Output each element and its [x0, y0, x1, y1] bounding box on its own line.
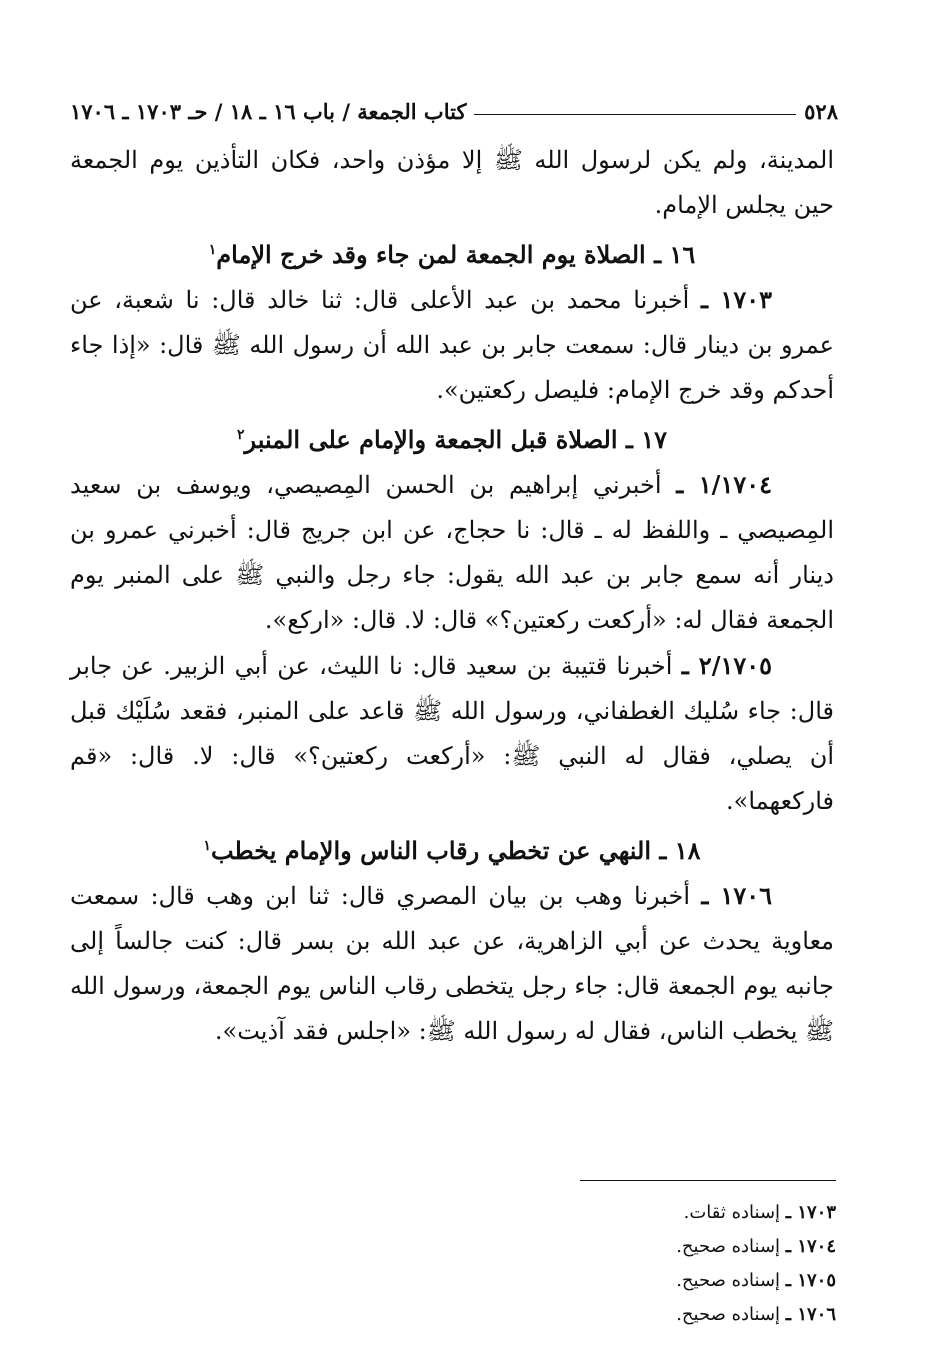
footnote-ref: ١	[203, 838, 211, 854]
hadith-1703	[70, 277, 834, 413]
footnotes	[580, 1196, 836, 1332]
hadith-number: ١٧٠٣ ـ	[700, 285, 772, 314]
hadith-number: ١٧٠٦ ـ	[701, 881, 773, 910]
footnote-text: إسناده ثقات.	[683, 1202, 781, 1223]
footnote-number: ١٧٠٦ ـ	[785, 1304, 836, 1325]
hadith-1704	[70, 462, 834, 643]
section-heading-text: ١٧ ـ الصلاة قبل الجمعة والإمام على المنبر	[244, 425, 668, 454]
footnote-number: ١٧٠٣ ـ	[785, 1202, 836, 1223]
header-title: كتاب الجمعة / باب ١٦ ـ ١٨ / حـ ١٧٠٣ ـ ١٧٠٦	[70, 99, 467, 124]
footnote-ref: ١	[208, 242, 217, 258]
header-rule	[474, 114, 796, 115]
hadith-text: أخبرنا وهب بن بيان المصري قال: ثنا ابن وهب قال: سمعت معاوية يحدث عن أبي الزاهرية، عن عبد الله بن بسر قال: كنت جالساً إلى جانبه يوم الجمعة قال: جاء رجل يتخطى رقاب الناس يوم الجمعة، ورسول الله ﷺ يخطب الناس، فقال له رسول الله ﷺ: «اجلس فقد آذيت».	[70, 882, 834, 1045]
footnote-1704	[580, 1230, 836, 1264]
hadith-1705	[70, 643, 834, 824]
footnote-number: ١٧٠٤ ـ	[785, 1236, 836, 1257]
hadith-number: ٢/١٧٠٥ ـ	[681, 651, 773, 680]
section-heading-text: ١٨ ـ النهي عن تخطي رقاب الناس والإمام يخطب	[210, 836, 701, 865]
hadith-text: أخبرنا قتيبة بن سعيد قال: نا الليث، عن أبي الزبير. عن جابر قال: جاء سُليك الغطفاني، ورسول الله ﷺ قاعد على المنبر، فقعد سُلَيْك قبل أن يصلي، فقال له النبي ﷺ: «أركعت ركعتين؟» قال: لا. قال: «قم فاركعهما».	[70, 652, 834, 815]
hadith-number: ١/١٧٠٤ ـ	[676, 470, 772, 499]
running-header	[70, 84, 838, 124]
section-heading-18	[70, 824, 834, 873]
hadith-1706	[70, 873, 834, 1054]
section-heading-text: ١٦ ـ الصلاة يوم الجمعة لمن جاء وقد خرج الإمام	[216, 240, 696, 269]
footnote-text: إسناده صحيح.	[676, 1304, 781, 1325]
footnote-text: إسناده صحيح.	[676, 1270, 781, 1291]
footnote-separator	[580, 1180, 836, 1181]
section-heading-17	[70, 413, 834, 462]
footnote-ref: ٢	[236, 427, 245, 443]
footnote-1705	[580, 1264, 836, 1298]
intro-paragraph: المدينة، ولم يكن لرسول الله ﷺ إلا مؤذن واحد، فكان التأذين يوم الجمعة حين يجلس الإمام.	[70, 146, 834, 219]
hadith-text: أخبرنا محمد بن عبد الأعلى قال: ثنا خالد قال: نا شعبة، عن عمرو بن دينار قال: سمعت جابر بن عبد الله أن رسول الله ﷺ قال: «إذا جاء أحدكم وقد خرج الإمام: فليصل ركعتين».	[70, 286, 834, 404]
footnote-number: ١٧٠٥ ـ	[785, 1270, 836, 1291]
footnote-text: إسناده صحيح.	[676, 1236, 781, 1257]
footnote-1703	[580, 1196, 836, 1230]
hadith-text: أخبرني إبراهيم بن الحسن المِصيصي، ويوسف بن سعيد المِصيصي ـ واللفظ له ـ قال: نا حجاج، عن ابن جريج قال: أخبرني عمرو بن دينار أنه سمع جابر بن عبد الله يقول: جاء رجل والنبي ﷺ على المنبر يوم الجمعة فقال له: «أركعت ركعتين؟» قال: لا. قال: «اركع».	[70, 471, 834, 634]
page-number: ٥٢٨	[804, 99, 838, 124]
section-heading-16	[70, 228, 834, 277]
footnote-1706	[580, 1298, 836, 1332]
page-body	[70, 138, 834, 1054]
